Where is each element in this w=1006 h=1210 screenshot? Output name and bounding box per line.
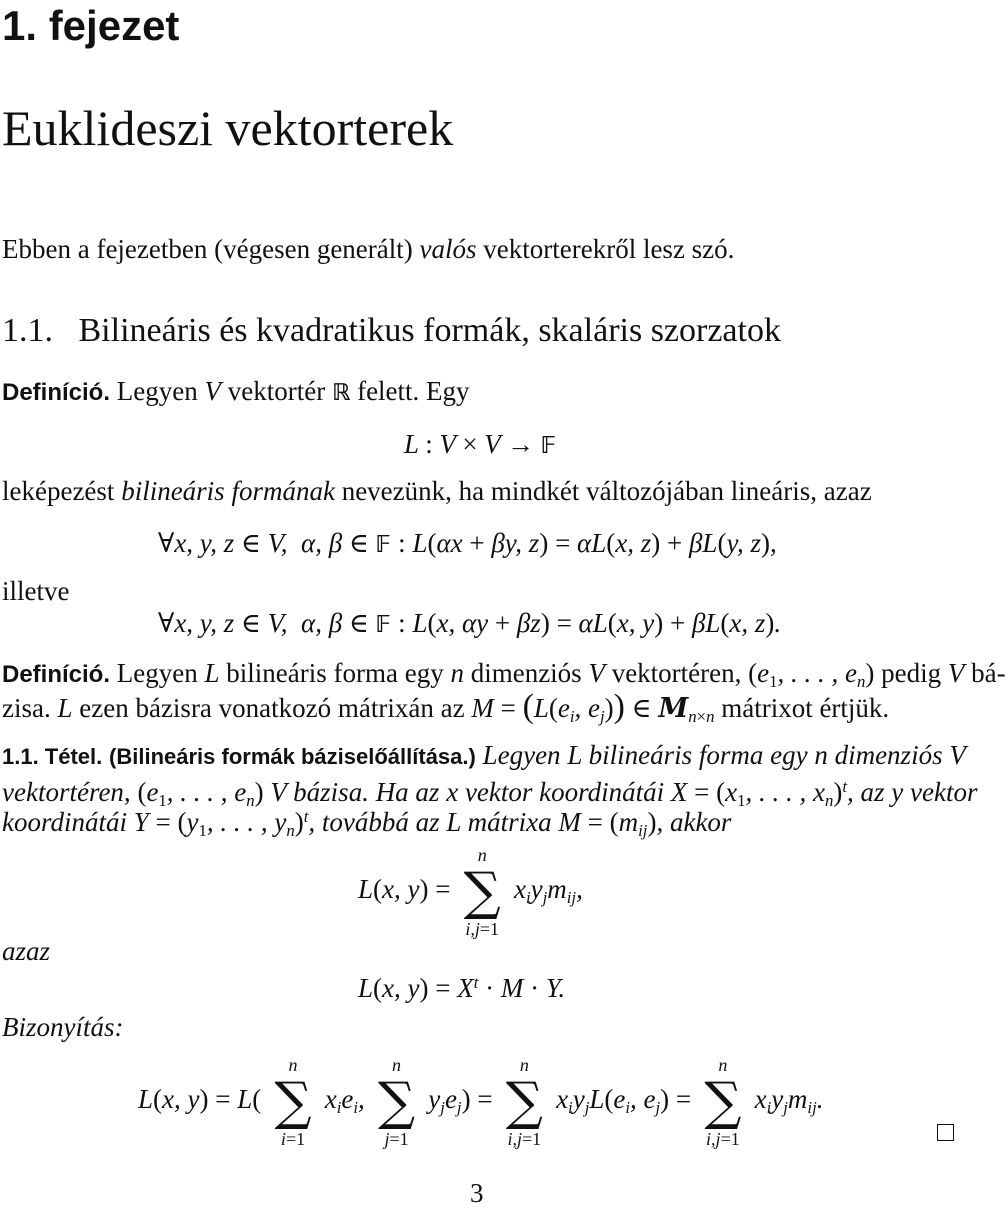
- illetve-label: illetve: [2, 576, 70, 606]
- section-heading: [2, 310, 781, 352]
- proof-label: Bizonyítás:: [2, 1012, 124, 1042]
- definition-text: vektortéren,: [604, 658, 749, 688]
- theorem-number: 1.1. Tétel.: [2, 744, 103, 769]
- theorem-text: bázisa. Ha az: [286, 777, 447, 808]
- equation-linearity-second: ∀x, y, z ∈ V, α, β ∈ 𝔽 : L(x, αy + βz) = αL(x, y) + βL(x, z).: [158, 608, 782, 638]
- sum-symbol: n ∑ j=1: [377, 1055, 416, 1149]
- definition-text: nevezünk, ha mindkét változójában lineáris, azaz: [334, 476, 872, 506]
- definition-label: Definíció.: [2, 379, 111, 406]
- definition-text: Legyen: [116, 658, 205, 688]
- definition-text: vektortér: [220, 376, 332, 406]
- theorem-text: Legyen: [475, 740, 568, 770]
- definition-1-line: Definíció. Legyen V vektortér ℝ felett. Egy: [2, 376, 470, 406]
- azaz-label: azaz: [2, 936, 51, 966]
- intro-italic: valós: [419, 234, 477, 264]
- intro-text: Ebben a fejezetben (végesen generált): [2, 234, 420, 264]
- definition-label: Definíció.: [2, 661, 111, 688]
- theorem-text: vektor: [903, 777, 978, 808]
- equation-linearity-first: ∀x, y, z ∈ V, α, β ∈ 𝔽 : L(αx + βy, z) = αL(x, z) + βL(y, z),: [158, 528, 777, 558]
- theorem-text: dimenziós: [827, 740, 950, 770]
- theorem-text: , továbbá az: [308, 807, 447, 838]
- definition-text: bá-: [964, 658, 1006, 688]
- sum-symbol: n ∑ i=1: [274, 1055, 312, 1149]
- definition-text: mátrixot értjük.: [714, 693, 890, 723]
- theorem-text: vektor koordinátái: [458, 777, 671, 808]
- theorem-text: koordinátái: [2, 807, 134, 838]
- theorem-line-2: vektortéren, ($e_1$, . . . , $e_n$) V bázisa. Ha az x vektor koordinátái $X = (x_1$, . . . , $x_n)^t$, az y vektor: [2, 777, 978, 811]
- page-title: Euklideszi vektorterek: [2, 100, 454, 156]
- theorem-text: vektortéren,: [2, 777, 138, 808]
- definition-1-after: [2, 474, 872, 508]
- sum-symbol: n ∑ i,j=1: [505, 1055, 543, 1149]
- theorem-text: , az: [847, 777, 892, 808]
- term-bilinear-form: bilineáris formának: [121, 476, 335, 506]
- theorem-text: bilineáris forma egy: [581, 740, 815, 770]
- definition-text: zisa.: [2, 693, 58, 723]
- equation-proof: L(x, y) = L( n ∑ i=1 $x_ie_i$, n ∑ j=1 $y_je_j$) = n ∑ i,j=1 $x_iy_jL(e_i$, $e_j$) = n ∑ i,j=1 $x_iy_jm_{ij}$.: [138, 1055, 824, 1149]
- definition-text: pedig: [874, 658, 948, 688]
- definition-text: bilineáris forma egy: [219, 658, 451, 688]
- definition-2-line-1: Definíció. Legyen L bilineáris forma egy n dimenziós V vektortéren, ($e_1$, . . . , $e_n$) pedig V bá-: [2, 658, 1006, 692]
- equation-map: L : V × V → 𝔽: [404, 429, 557, 459]
- definition-text: dimenziós: [463, 658, 589, 688]
- intro-text-end: vektorterekről lesz szó.: [476, 234, 735, 264]
- section-number: 1.1.: [2, 312, 53, 349]
- sum-symbol: n ∑ i,j=1: [463, 845, 501, 939]
- equation-matrix-form: L(x, $y) = X^t \cdot M \cdot Y$.: [358, 973, 566, 1004]
- equation-bilinear-sum: L(x, y) = n ∑ i,j=1 $x_iy_jm_{ij}$,: [358, 845, 583, 939]
- intro-paragraph: [2, 232, 734, 266]
- theorem-text: mátrixa: [460, 807, 559, 838]
- definition-text: Legyen: [116, 376, 205, 406]
- definition-text: leképezést: [2, 476, 122, 506]
- sum-symbol: n ∑ i,j=1: [704, 1055, 742, 1149]
- theorem-line-3: koordinátái $Y = (y_1$, . . . , $y_n)^t$, továbbá az L mátrixa $M = (m_{ij})$, akkor: [2, 807, 732, 841]
- theorem-line-1: 1.1. Tétel. (Bilineáris formák báziselőállítása.) Legyen L bilineáris forma egy n dimenziós V: [2, 740, 966, 770]
- qed-box-icon: [937, 1124, 954, 1141]
- page-number: 3: [470, 1178, 484, 1208]
- definition-text: ezen bázisra vonatkozó mátrixán az: [72, 693, 472, 723]
- definition-text: felett. Egy: [350, 376, 470, 406]
- section-title: Bilineáris és kvadratikus formák, skaláris szorzatok: [78, 312, 781, 349]
- definition-2-line-2: zisa. L ezen bázisra vonatkozó mátrixán az $M = (L(e_i$, $e_j$)) ∈ $M_{n\times n}$ mátrixot értjük.: [2, 688, 890, 727]
- theorem-text: , akkor: [656, 807, 732, 838]
- theorem-title: (Bilineáris formák báziselőállítása.): [109, 744, 476, 769]
- chapter-heading: 1. fejezet: [2, 2, 180, 49]
